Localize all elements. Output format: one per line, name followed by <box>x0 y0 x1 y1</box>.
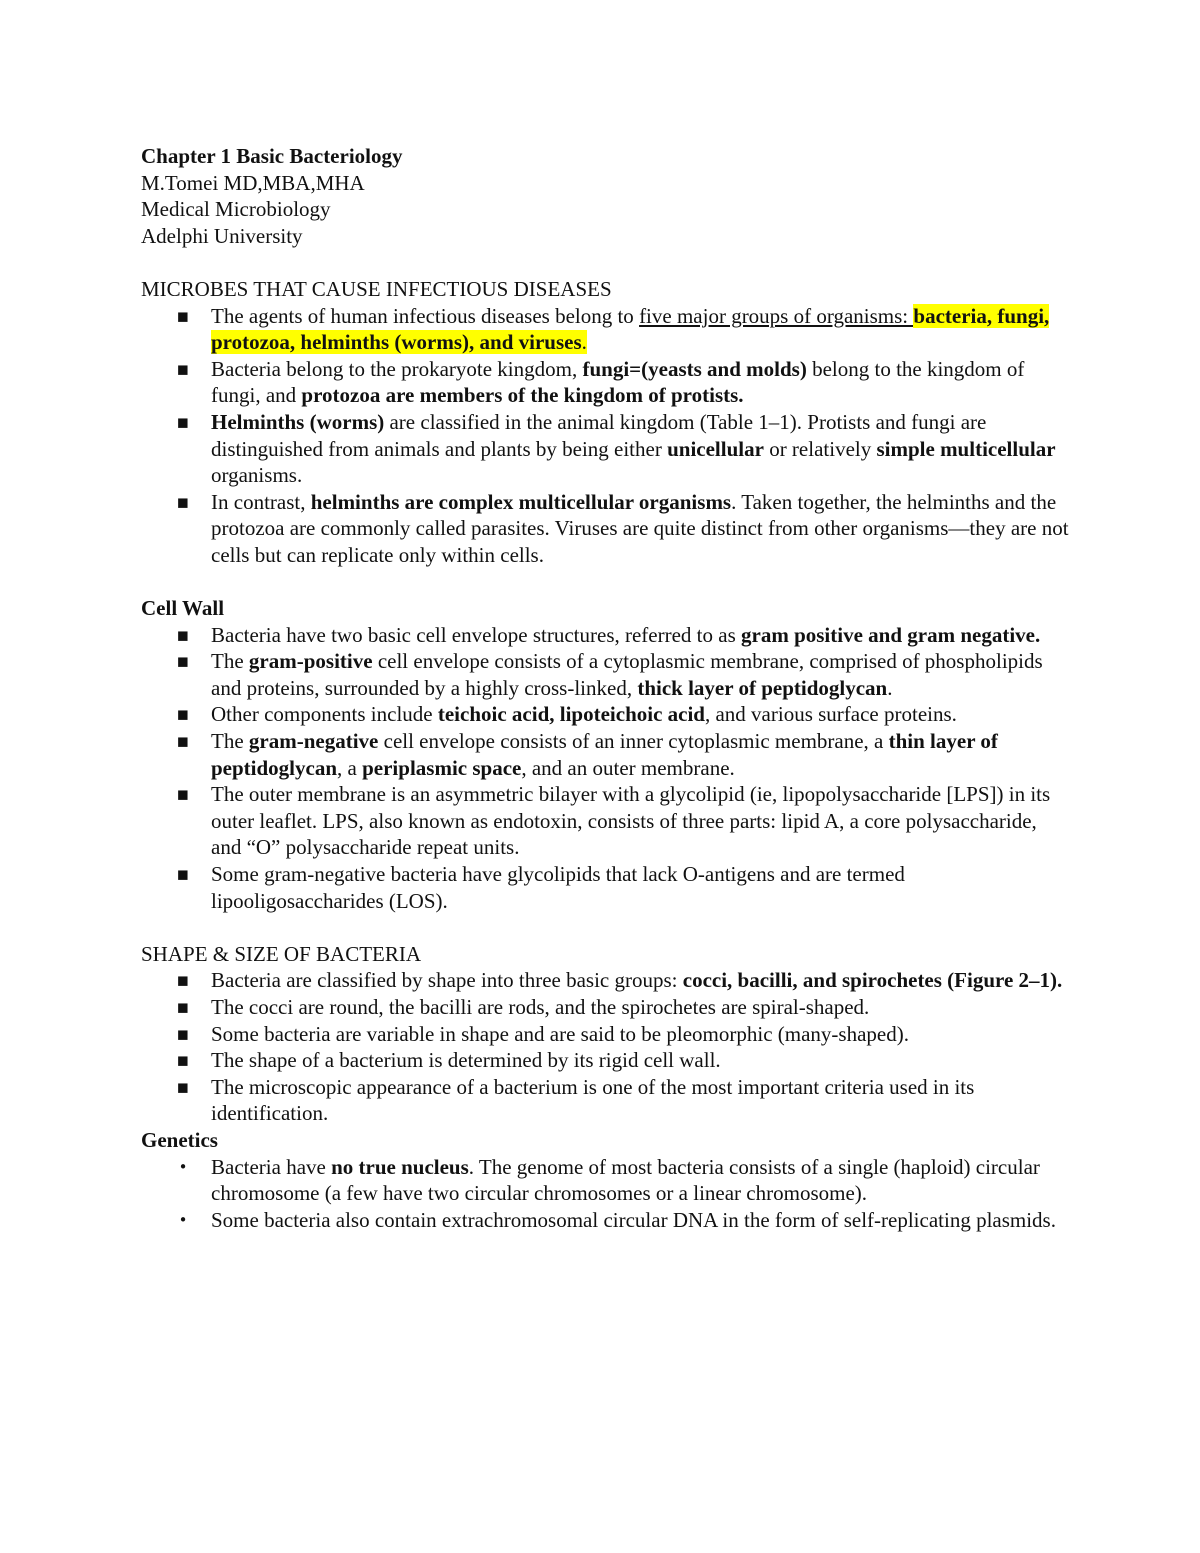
cell-wall-list <box>141 622 1071 915</box>
list-item: ▪ The outer membrane is an asymmetric bilayer with a glycolipid (ie, lipopolysaccharide [LPS]) in its outer leaflet. LPS, also known as endotoxin, consists of three parts: lipid A, a core polysaccharide, and “O” polysaccharide repeat units. <box>141 781 1071 861</box>
round-bullet-icon <box>175 1154 191 1181</box>
author-line: M.Tomei MD,MBA,MHA <box>141 170 365 195</box>
microbes-list <box>141 303 1071 569</box>
list-item: ▪ The microscopic appearance of a bacterium is one of the most important criteria used in its identification. <box>141 1074 1071 1127</box>
section-heading-genetics: Genetics <box>141 1127 218 1152</box>
list-item: • Bacteria have no true nucleus. The genome of most bacteria consists of a single (haploid) circular chromosome (a few have two circular chromosomes or a linear chromosome). <box>141 1154 1071 1207</box>
shape-size-list <box>141 967 1071 1127</box>
list-item: ▪ The agents of human infectious diseases belong to five major groups of organisms: bacteria, fungi, protozoa, helminths (worms), and viruses. <box>141 303 1071 356</box>
list-item: • Some bacteria also contain extrachromosomal circular DNA in the form of self-replicating plasmids. <box>141 1207 1071 1234</box>
square-bullet-icon <box>175 1047 191 1075</box>
list-item: ▪ Some bacteria are variable in shape and are said to be pleomorphic (many-shaped). <box>141 1021 1071 1048</box>
square-bullet-icon <box>175 648 191 676</box>
square-bullet-icon <box>175 701 191 729</box>
square-bullet-icon <box>175 1021 191 1049</box>
section-heading-microbes: MICROBES THAT CAUSE INFECTIOUS DISEASES <box>141 276 612 301</box>
section-heading-cell-wall: Cell Wall <box>141 596 225 621</box>
square-bullet-icon <box>175 489 191 517</box>
genetics-list <box>141 1154 1071 1234</box>
list-item: ▪ The cocci are round, the bacilli are rods, and the spirochetes are spiral-shaped. <box>141 994 1071 1021</box>
square-bullet-icon <box>175 781 191 809</box>
square-bullet-icon <box>175 409 191 437</box>
list-item: ▪ In contrast, helminths are complex multicellular organisms. Taken together, the helminths and the protozoa are commonly called parasites. Viruses are quite distinct from other organisms—they are not cells but can replicate only within cells. <box>141 489 1071 569</box>
square-bullet-icon <box>175 994 191 1022</box>
square-bullet-icon <box>175 728 191 756</box>
square-bullet-icon <box>175 861 191 889</box>
list-item: ▪ The gram-negative cell envelope consists of an inner cytoplasmic membrane, a thin layer of peptidoglycan, a periplasmic space, and an outer membrane. <box>141 728 1071 781</box>
list-item: ▪ Bacteria belong to the prokaryote kingdom, fungi=(yeasts and molds) belong to the kingdom of fungi, and protozoa are members of the kingdom of protists. <box>141 356 1071 409</box>
list-item: ▪ Some gram-negative bacteria have glycolipids that lack O-antigens and are termed lipooligosaccharides (LOS). <box>141 861 1071 914</box>
list-item: ▪ Helminths (worms) are classified in the animal kingdom (Table 1–1). Protists and fungi are distinguished from animals and plants by being either unicellular or relatively simple multicellular organisms. <box>141 409 1071 489</box>
course-line: Medical Microbiology <box>141 197 331 222</box>
document-title: Chapter 1 Basic Bacteriology <box>141 144 403 168</box>
square-bullet-icon <box>175 303 191 331</box>
list-item: ▪ Other components include teichoic acid, lipoteichoic acid, and various surface proteins. <box>141 701 1071 728</box>
square-bullet-icon <box>175 967 191 995</box>
list-item: ▪ Bacteria are classified by shape into three basic groups: cocci, bacilli, and spirochetes (Figure 2–1). <box>141 967 1071 994</box>
list-item: ▪ Bacteria have two basic cell envelope structures, referred to as gram positive and gram negative. <box>141 622 1071 649</box>
square-bullet-icon <box>175 622 191 650</box>
square-bullet-icon <box>175 356 191 384</box>
section-heading-shape-size: SHAPE & SIZE OF BACTERIA <box>141 941 422 966</box>
list-item: ▪ The shape of a bacterium is determined by its rigid cell wall. <box>141 1047 1071 1074</box>
school-line: Adelphi University <box>141 223 303 248</box>
document-body <box>141 143 1071 1233</box>
round-bullet-icon <box>175 1207 191 1234</box>
square-bullet-icon <box>175 1074 191 1102</box>
list-item: ▪ The gram-positive cell envelope consists of a cytoplasmic membrane, comprised of phospholipids and proteins, surrounded by a highly cross-linked, thick layer of peptidoglycan. <box>141 648 1071 701</box>
